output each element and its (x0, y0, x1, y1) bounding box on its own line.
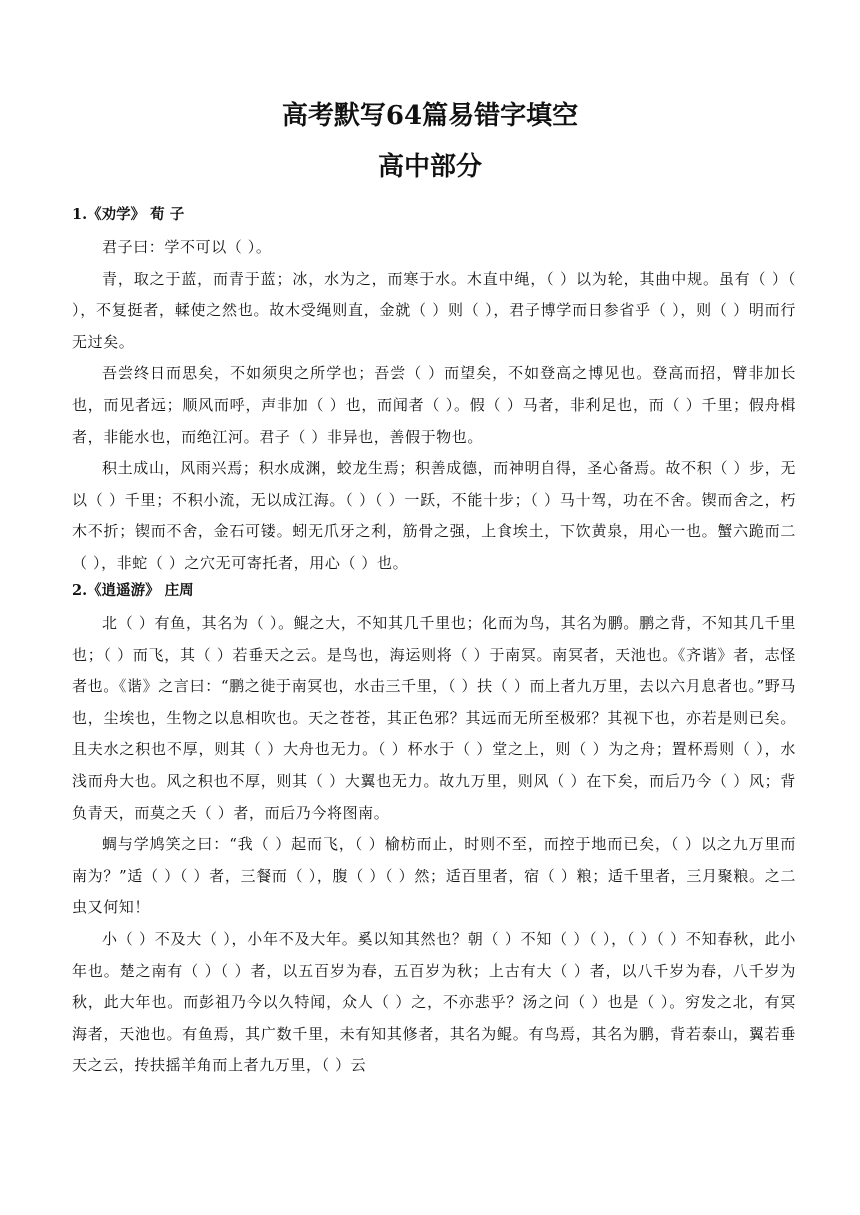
section-heading: 2.《逍遥游》 庄周 (72, 582, 194, 599)
section-heading: 1.《劝学》 荀 子 (72, 206, 185, 223)
paragraph: 北（ ）有鱼，其名为（ ）。鲲之大，不知其几千里也；化而为鸟，其名为鹏。鹏之背，不知其几千里也；（ ）而飞，其（ ）若垂天之云。是鸟也，海运则将（ ）于南冥。南冥者，天池也。《齐谐》者，志怪者也。《谐》之言曰：“鹏之徙于南冥也，水击三千里，（ ）扶（ ）而上者九万里，去以六月息者也。”野马也，尘埃也，生物之以息相吹也。天之苍苍，其正色邪？其远而无所至极邪？其视下也，亦若是则已矣。且夫水之积也不厚，则其（ ）大舟也无力。（ ）杯水于（ ）堂之上，则（ ）为之舟；置杯焉则（ ），水浅而舟大也。风之积也不厚，则其（ ）大翼也无力。故九万里，则风（ ）在下矣，而后乃今（ ）风；背负青天，而莫之夭（ ）者，而后乃今将图南。 (72, 614, 796, 822)
paragraph: 吾尝终日而思矣，不如须臾之所学也；吾尝（ ）而望矣，不如登高之博见也。登高而招，臂非加长也，而见者远；顺风而呼，声非加（ ）也，而闻者（ ）。假（ ）马者，非利足也，而（ ）千里；假舟楫者，非能水也，而绝江河。君子（ ）非异也，善假于物也。 (72, 364, 796, 446)
paragraph: 蜩与学鸠笑之曰：“我（ ）起而飞，（ ）榆枋而止，时则不至，而控于地而已矣，（ ）以之九万里而南为？”适（ ）（ ）者，三餐而（ ），腹（ ）（ ）然；适百里者，宿（ ）粮；适千里者，三月聚粮。之二虫又何知！ (72, 835, 796, 917)
paragraph: 积土成山，风雨兴焉；积水成渊，蛟龙生焉；积善成德，而神明自得，圣心备焉。故不积（ ）步，无以（ ）千里；不积小流，无以成江海。（ ）（ ）一跃，不能十步；（ ）马十驾，功在不舍。锲而舍之，朽木不折；锲而不舍，金石可镂。蚓无爪牙之利，筋骨之强，上食埃土，下饮黄泉，用心一也。蟹六跪而二（ ），非蛇（ ）之穴无可寄托者，用心（ ）也。 (72, 459, 796, 572)
section-quanxue (72, 202, 796, 580)
paragraph: 青，取之于蓝，而青于蓝；冰，水为之，而寒于水。木直中绳，（ ）以为轮，其曲中规。虽有（ ）（ ），不复挺者，輮使之然也。故木受绳则直，金就（ ）则（ ），君子博学而日参省乎（ ），则（ ）明而行无过矣。 (72, 269, 796, 351)
document-subtitle: 高中部分 (377, 152, 482, 182)
section-xiaoyaoyou (72, 578, 796, 1082)
paragraph: 君子曰：学不可以（ ）。 (102, 238, 272, 256)
document-title: 高考默写64篇易错字填空 (281, 101, 579, 131)
paragraph: 小（ ）不及大（ ），小年不及大年。奚以知其然也？朝（ ）不知（ ）（ ），（ ）（ ）不知春秋，此小年也。楚之南有（ ）（ ）者，以五百岁为春，五百岁为秋；上古有大（ ）者，以八千岁为春，八千岁为秋，此大年也。而彭祖乃今以久特闻，众人（ ）之，不亦悲乎？汤之问（ ）也是（ ）。穷发之北，有冥海者，天池也。有鱼焉，其广数千里，未有知其修者，其名为鲲。有鸟焉，其名为鹏，背若泰山，翼若垂天之云，抟扶摇羊角而上者九万里，（ ）云 (72, 929, 796, 1075)
